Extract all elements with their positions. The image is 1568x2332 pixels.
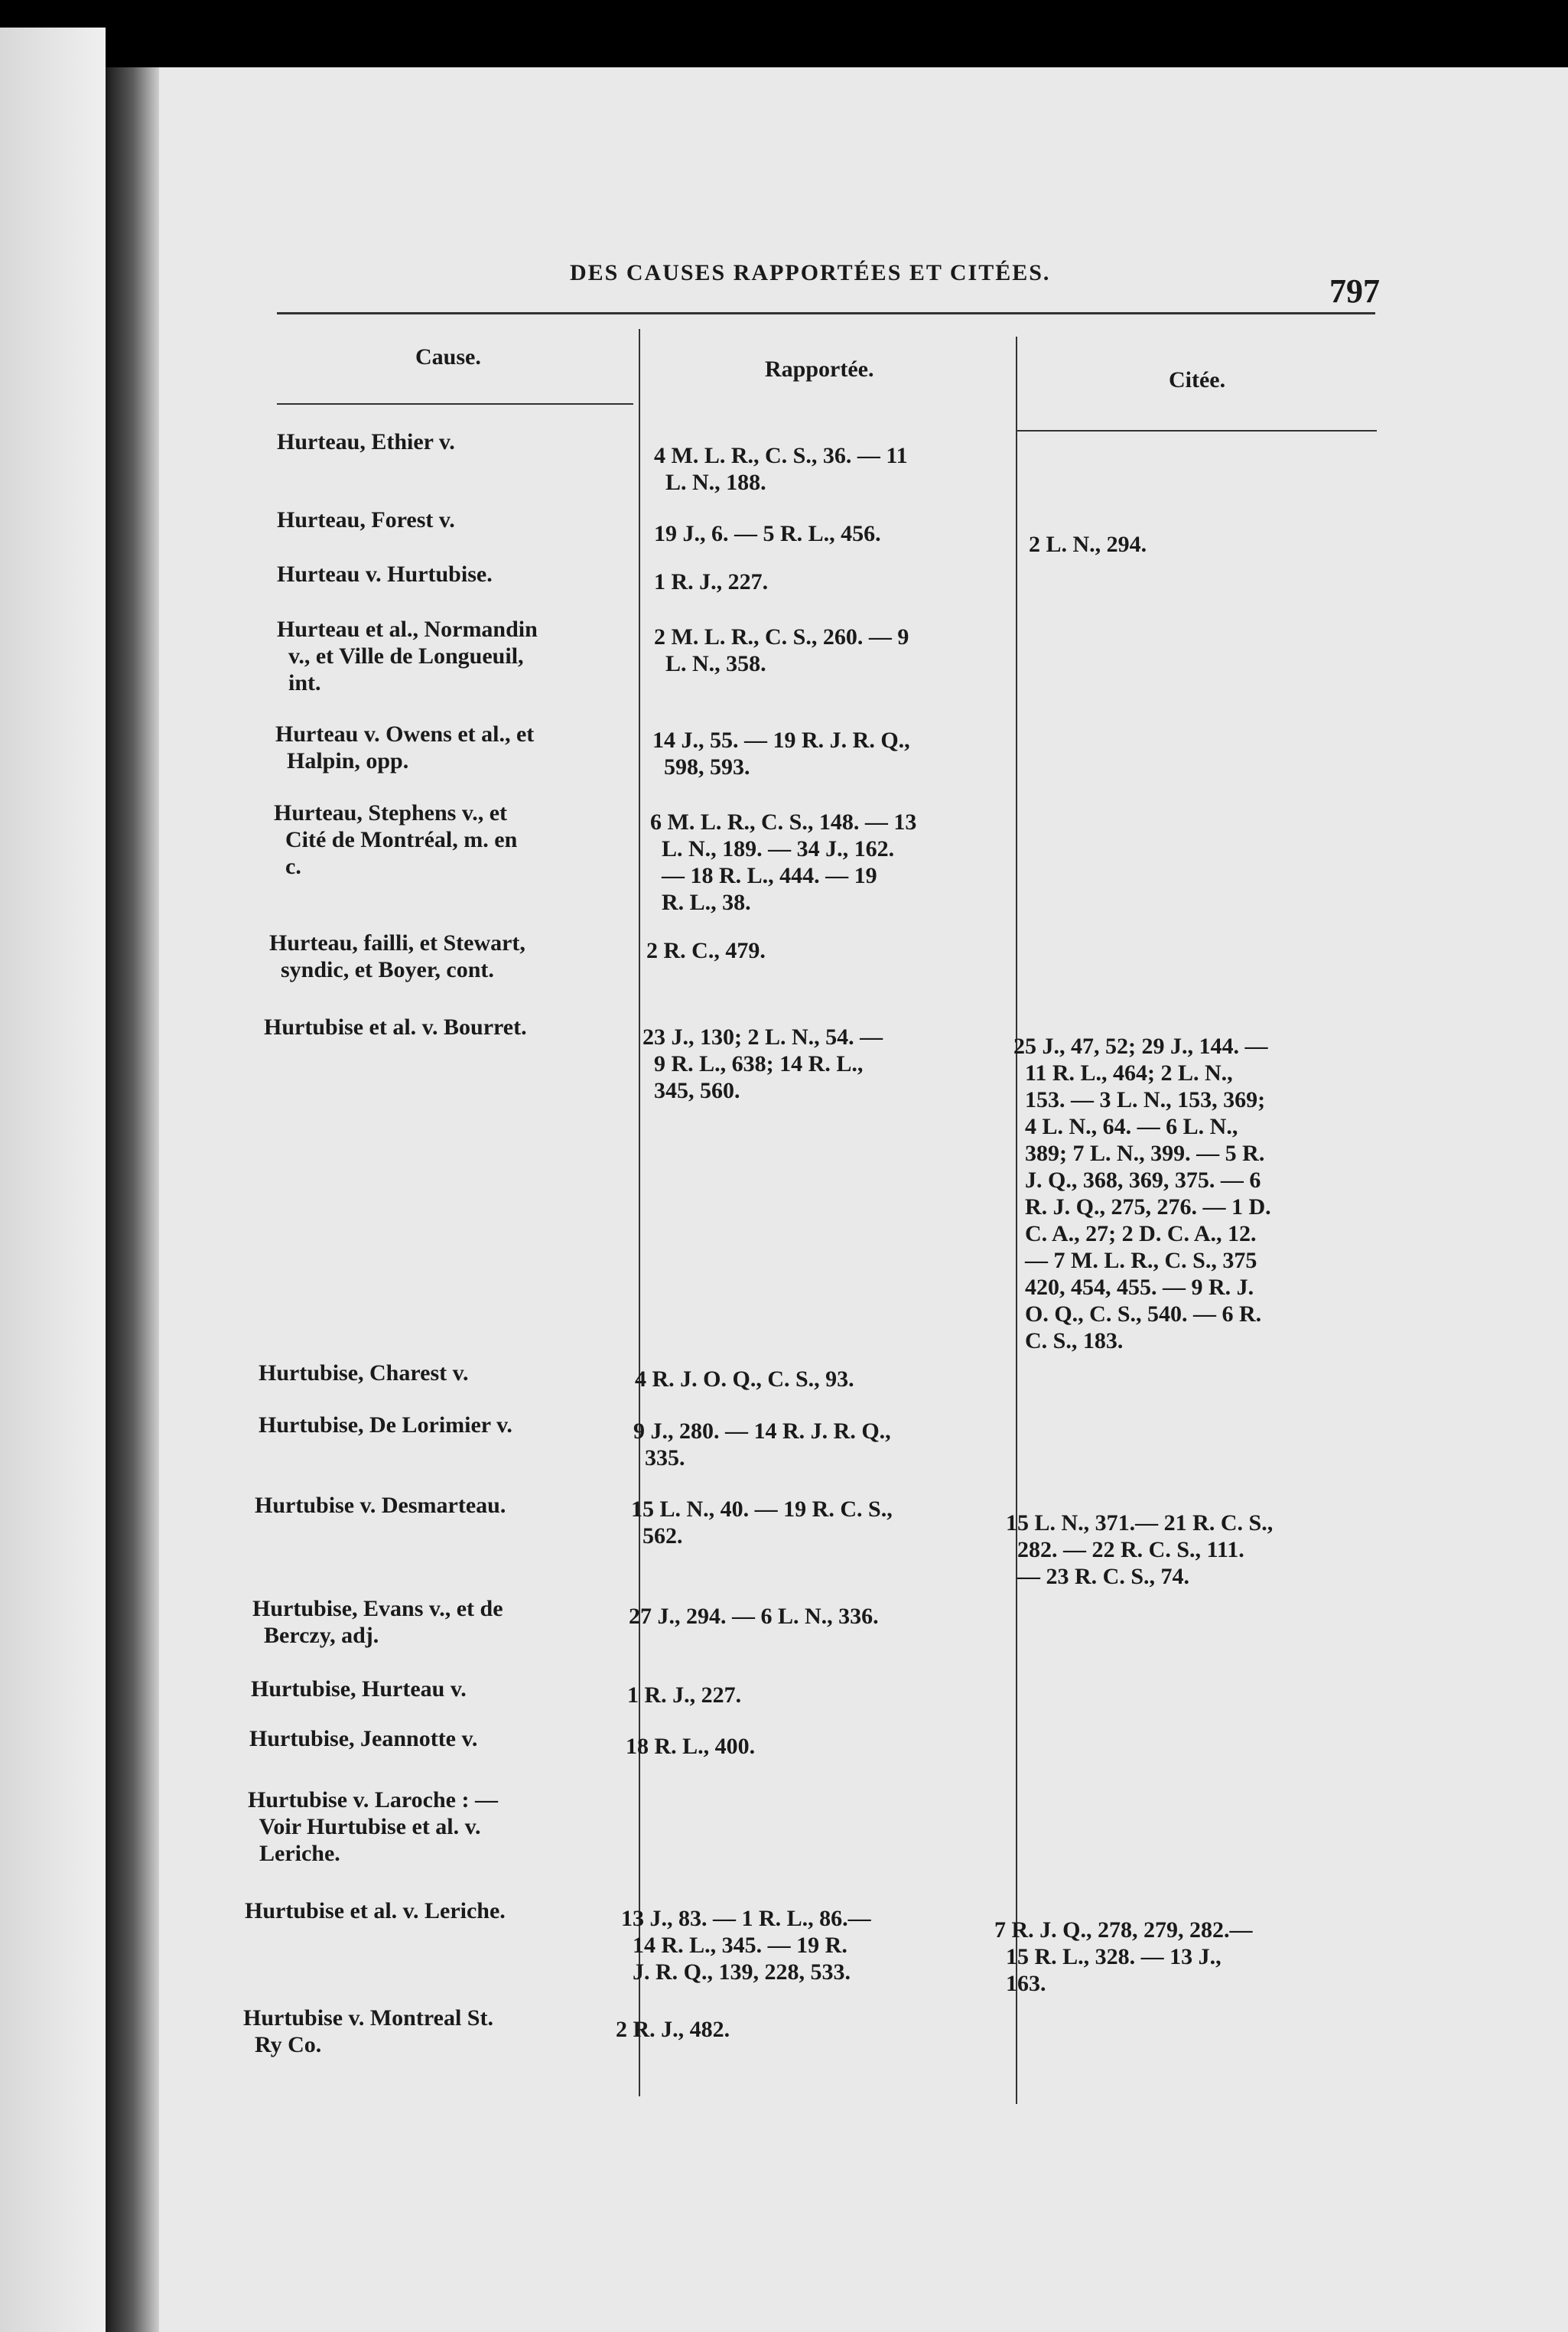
row-7-rapportee: 2 R. C., 479.	[646, 938, 766, 963]
row-1-rapportee: 4 M. L. R., C. S., 36. — 11 L. N., 188.	[654, 443, 908, 495]
citee-header-rule	[1017, 430, 1377, 432]
row-17-rapportee: 2 R. J., 482.	[616, 2017, 730, 2042]
row-8-citee: 25 J., 47, 52; 29 J., 144. — 11 R. L., 464; 2 L. N., 153. — 3 L. N., 153, 369; 4 L. N., 64. — 6 L. N., 389; 7 L. N., 399. — 5 R. J. Q., 368, 369, 375. — 6 R. J. Q., 275, 276. — 1 D. C. A., 27; 2 D. C. A., 12. — 7 M. L. R., C. S., 375 420, 454, 455. — 9 R. J. O. Q., C. S., 540. — 6 R. C. S., 183.	[1013, 1034, 1271, 1353]
page-binding-shadow	[106, 67, 159, 2332]
row-2-citee: 2 L. N., 294.	[1029, 532, 1147, 557]
row-10-rapportee: 9 J., 280. — 14 R. J. R. Q., 335.	[633, 1418, 891, 1471]
page-number: 797	[1329, 272, 1380, 310]
row-11-cause: Hurtubise v. Desmarteau.	[255, 1493, 506, 1518]
row-7-cause: Hurteau, failli, et Stewart, syndic, et Boyer, cont.	[269, 930, 525, 982]
column-divider-1	[639, 329, 640, 2096]
row-14-rapportee: 18 R. L., 400.	[626, 1734, 756, 1759]
cause-header-rule	[277, 403, 633, 405]
column-header-cause: Cause.	[415, 344, 481, 370]
row-16-rapportee: 13 J., 83. — 1 R. L., 86.— 14 R. L., 345. — 19 R. J. R. Q., 139, 228, 533.	[621, 1906, 871, 1985]
row-3-rapportee: 1 R. J., 227.	[654, 569, 769, 594]
row-9-rapportee: 4 R. J. O. Q., C. S., 93.	[635, 1366, 854, 1392]
column-header-citee: Citée.	[1169, 367, 1226, 392]
row-16-citee: 7 R. J. Q., 278, 279, 282.— 15 R. L., 328. — 13 J., 163.	[994, 1917, 1253, 1996]
row-6-cause: Hurteau, Stephens v., et Cité de Montréal, m. en c.	[274, 800, 518, 879]
row-2-rapportee: 19 J., 6. — 5 R. L., 456.	[654, 521, 881, 546]
row-8-rapportee: 23 J., 130; 2 L. N., 54. — 9 R. L., 638; 14 R. L., 345, 560.	[642, 1024, 883, 1103]
row-4-cause: Hurteau et al., Normandin v., et Ville de Longueuil, int.	[277, 617, 538, 695]
row-11-rapportee: 15 L. N., 40. — 19 R. C. S., 562.	[631, 1497, 893, 1549]
row-12-cause: Hurtubise, Evans v., et de Berczy, adj.	[252, 1596, 503, 1648]
row-10-cause: Hurtubise, De Lorimier v.	[259, 1412, 512, 1438]
row-11-citee: 15 L. N., 371.— 21 R. C. S., 282. — 22 R. C. S., 111. — 23 R. C. S., 74.	[1006, 1510, 1274, 1589]
row-5-cause: Hurteau v. Owens et al., et Halpin, opp.	[275, 721, 535, 774]
row-14-cause: Hurtubise, Jeannotte v.	[249, 1726, 478, 1751]
row-9-cause: Hurtubise, Charest v.	[259, 1360, 469, 1386]
row-16-cause: Hurtubise et al. v. Leriche.	[245, 1898, 506, 1923]
row-5-rapportee: 14 J., 55. — 19 R. J. R. Q., 598, 593.	[652, 728, 910, 780]
row-3-cause: Hurteau v. Hurtubise.	[277, 562, 493, 587]
scanned-page	[106, 67, 1568, 2332]
row-13-cause: Hurtubise, Hurteau v.	[251, 1676, 467, 1702]
row-2-cause: Hurteau, Forest v.	[277, 507, 455, 533]
row-6-rapportee: 6 M. L. R., C. S., 148. — 13 L. N., 189. — 34 J., 162. — 18 R. L., 444. — 19 R. L., 38.	[650, 809, 917, 915]
row-8-cause: Hurtubise et al. v. Bourret.	[264, 1015, 527, 1040]
row-1-cause: Hurteau, Ethier v.	[277, 429, 455, 454]
adjacent-page-edge	[0, 28, 106, 2332]
row-4-rapportee: 2 M. L. R., C. S., 260. — 9 L. N., 358.	[654, 624, 909, 676]
row-17-cause: Hurtubise v. Montreal St. Ry Co.	[243, 2005, 493, 2057]
row-15-cause: Hurtubise v. Laroche : — Voir Hurtubise et al. v. Leriche.	[248, 1787, 498, 1866]
column-header-rapportee: Rapportée.	[765, 357, 874, 382]
running-head: DES CAUSES RAPPORTÉES ET CITÉES.	[570, 260, 1051, 285]
row-12-rapportee: 27 J., 294. — 6 L. N., 336.	[629, 1604, 879, 1629]
row-13-rapportee: 1 R. J., 227.	[627, 1682, 742, 1708]
table-top-rule	[277, 312, 1375, 314]
